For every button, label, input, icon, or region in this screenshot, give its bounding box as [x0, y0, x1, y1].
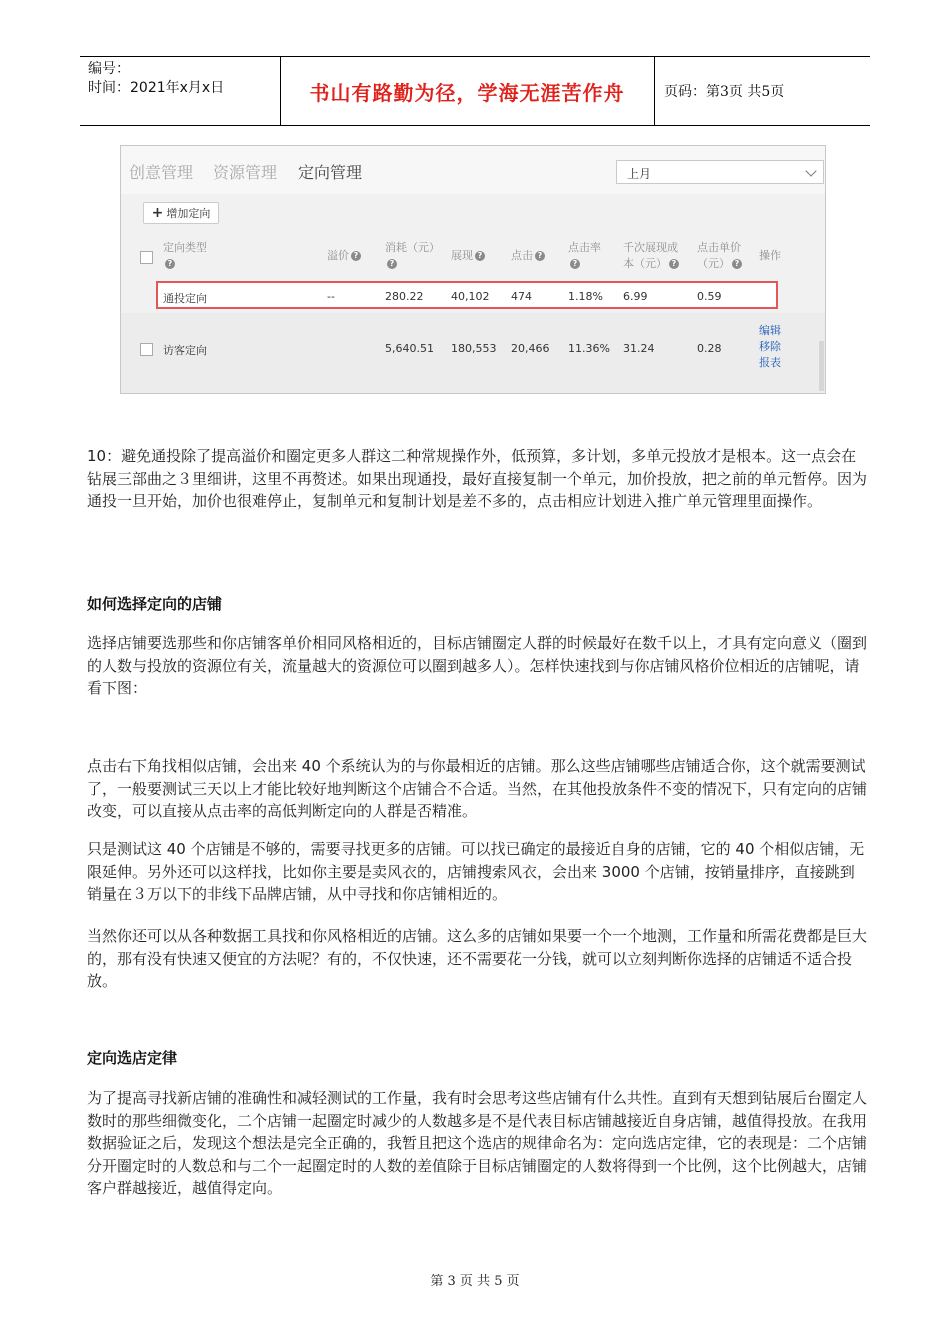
document-number: 编号：	[88, 61, 130, 77]
paragraph: 10：避免通投除了提高溢价和圈定更多人群这二种常规操作外，低预算，多计划，多单元投放才是根本。这一点会在钻展三部曲之３里细讲，这里不再赘述。如果出现通投，最好直接复制一个单元，加价投放，把之前的单元暂停。因为通投一旦开始，加价也很难停止，复制单元和复制计划是差不多的，点击相应计划进入推广单元管理里面操作。	[87, 447, 868, 510]
remove-link[interactable]: 移除	[759, 340, 781, 353]
header-meta	[88, 60, 224, 98]
section-heading: 定向选店定律	[87, 1049, 178, 1067]
column-header-impressions: 展现 ?	[451, 248, 485, 264]
row-cpm: 31.24	[623, 342, 655, 355]
tab-resource[interactable]: 资源管理	[213, 163, 278, 182]
row-ctr: 11.36%	[568, 342, 610, 355]
chevron-down-icon	[805, 165, 816, 176]
row-impressions: 180,553	[451, 342, 497, 355]
period-select-value: 上月	[627, 167, 652, 181]
row-cost: 5,640.51	[385, 342, 434, 355]
column-header-actions: 操作	[759, 249, 781, 262]
document-time: 时间：2021年x月x日	[88, 80, 225, 96]
page-footer: 第 3 页 共 5 页	[430, 1274, 520, 1289]
column-header-cost: 消耗（元）?	[385, 241, 440, 268]
select-all-checkbox[interactable]	[140, 251, 153, 264]
row-type: 访客定向	[163, 344, 207, 357]
add-targeting-button[interactable]	[143, 202, 219, 224]
help-icon[interactable]: ?	[669, 259, 679, 269]
tab-creative[interactable]: 创意管理	[129, 163, 194, 182]
column-header-type: 定向类型?	[163, 241, 207, 268]
paragraph: 当然你还可以从各种数据工具找和你风格相近的店铺。这么多的店铺如果要一个一个地测，工作量和所需花费都是巨大的，那有没有快速又便宜的方法呢？有的，不仅快速，还不需要花一分钱，就可以立刻判断你选择的店铺适不适合投放。	[87, 927, 868, 990]
row-ctr: 1.18%	[568, 290, 603, 303]
add-targeting-label: 增加定向	[166, 207, 211, 220]
help-icon[interactable]: ?	[732, 259, 742, 269]
paragraph: 选择店铺要选那些和你店铺客单价相同风格相近的，目标店铺圈定人群的时候最好在数千以上，才具有定向意义（圈到的人数与投放的资源位有关，流量越大的资源位可以圈到越多人）。怎样快速找到与你店铺风格价位相近的店铺呢，请看下图：	[87, 634, 868, 697]
edit-link[interactable]: 编辑	[759, 324, 781, 337]
row-clicks: 474	[511, 290, 532, 303]
paragraph: 为了提高寻找新店铺的准确性和减轻测试的工作量，我有时会思考这些店铺有什么共性。直到有天想到钻展后台圈定人数时的那些细微变化，二个店铺一起圈定时减少的人数越多是不是代表目标店铺越接近自身店铺，越值得投放。在我用数据验证之后，发现这个想法是完全正确的，我暂且把这个选店的规律命名为：定向选店定律，它的表现是：二个店铺分开圈定时的人数总和与二个一起圈定时的人数的差值除于目标店铺圈定的人数将得到一个比例，这个比例越大，店铺客户群越接近，越值得定向。	[87, 1089, 868, 1197]
paragraph: 点击右下角找相似店铺，会出来 40 个系统认为的与你最相近的店铺。那么这些店铺哪些店铺适合你，这个就需要测试了，一般要测试三天以上才能比较好地判断这个店铺合不合适。当然，在其他投放条件不变的情况下，只有定向的店铺改变，可以直接从点击率的高低判断定向的人群是否精准。	[87, 757, 868, 820]
help-icon[interactable]: ?	[475, 251, 485, 261]
help-icon[interactable]: ?	[570, 259, 580, 269]
column-header-cpm: 千次展现成本（元） ?	[623, 241, 678, 270]
row-cpm: 6.99	[623, 290, 648, 303]
header-motto: 书山有路勤为径，学海无涯苦作舟	[309, 80, 625, 105]
help-icon[interactable]: ?	[351, 251, 361, 261]
period-select[interactable]	[616, 160, 824, 184]
help-icon[interactable]: ?	[165, 259, 175, 269]
paragraph: 只是测试这 40 个店铺是不够的，需要寻找更多的店铺。可以找已确定的最接近自身的店铺，它的 40 个相似店铺，无限延伸。另外还可以这样找，比如你主要是卖风衣的，店铺搜索风衣，会出来 3000 个店铺，按销量排序，直接跳到销量在３万以下的非线下品牌店铺，从中寻找和你店铺相近的。	[87, 840, 865, 903]
report-link[interactable]: 报表	[759, 356, 781, 369]
page-header	[80, 56, 870, 126]
targeting-management-screenshot	[120, 145, 826, 394]
column-header-cpc: 点击单价（元） ?	[697, 241, 741, 270]
help-icon[interactable]: ?	[387, 259, 397, 269]
row-cpc: 0.59	[697, 290, 722, 303]
scrollbar[interactable]	[819, 341, 824, 391]
header-page-info: 页码：第3页 共5页	[664, 84, 785, 100]
tab-targeting[interactable]: 定向管理	[298, 163, 363, 182]
column-header-ctr: 点击率?	[568, 241, 601, 268]
column-header-clicks: 点击 ?	[511, 248, 545, 264]
help-icon[interactable]: ?	[535, 251, 545, 261]
header-divider	[654, 57, 655, 125]
row-cpc: 0.28	[697, 342, 722, 355]
section-heading: 如何选择定向的店铺	[87, 595, 223, 613]
tab-bar	[121, 146, 825, 194]
row-premium: --	[327, 290, 335, 303]
row-checkbox[interactable]	[140, 343, 153, 356]
row-type: 通投定向	[163, 292, 207, 305]
row-cost: 280.22	[385, 290, 424, 303]
row-clicks: 20,466	[511, 342, 550, 355]
plus-icon: +	[151, 205, 164, 221]
row-impressions: 40,102	[451, 290, 490, 303]
column-header-premium: 溢价 ?	[327, 248, 361, 264]
